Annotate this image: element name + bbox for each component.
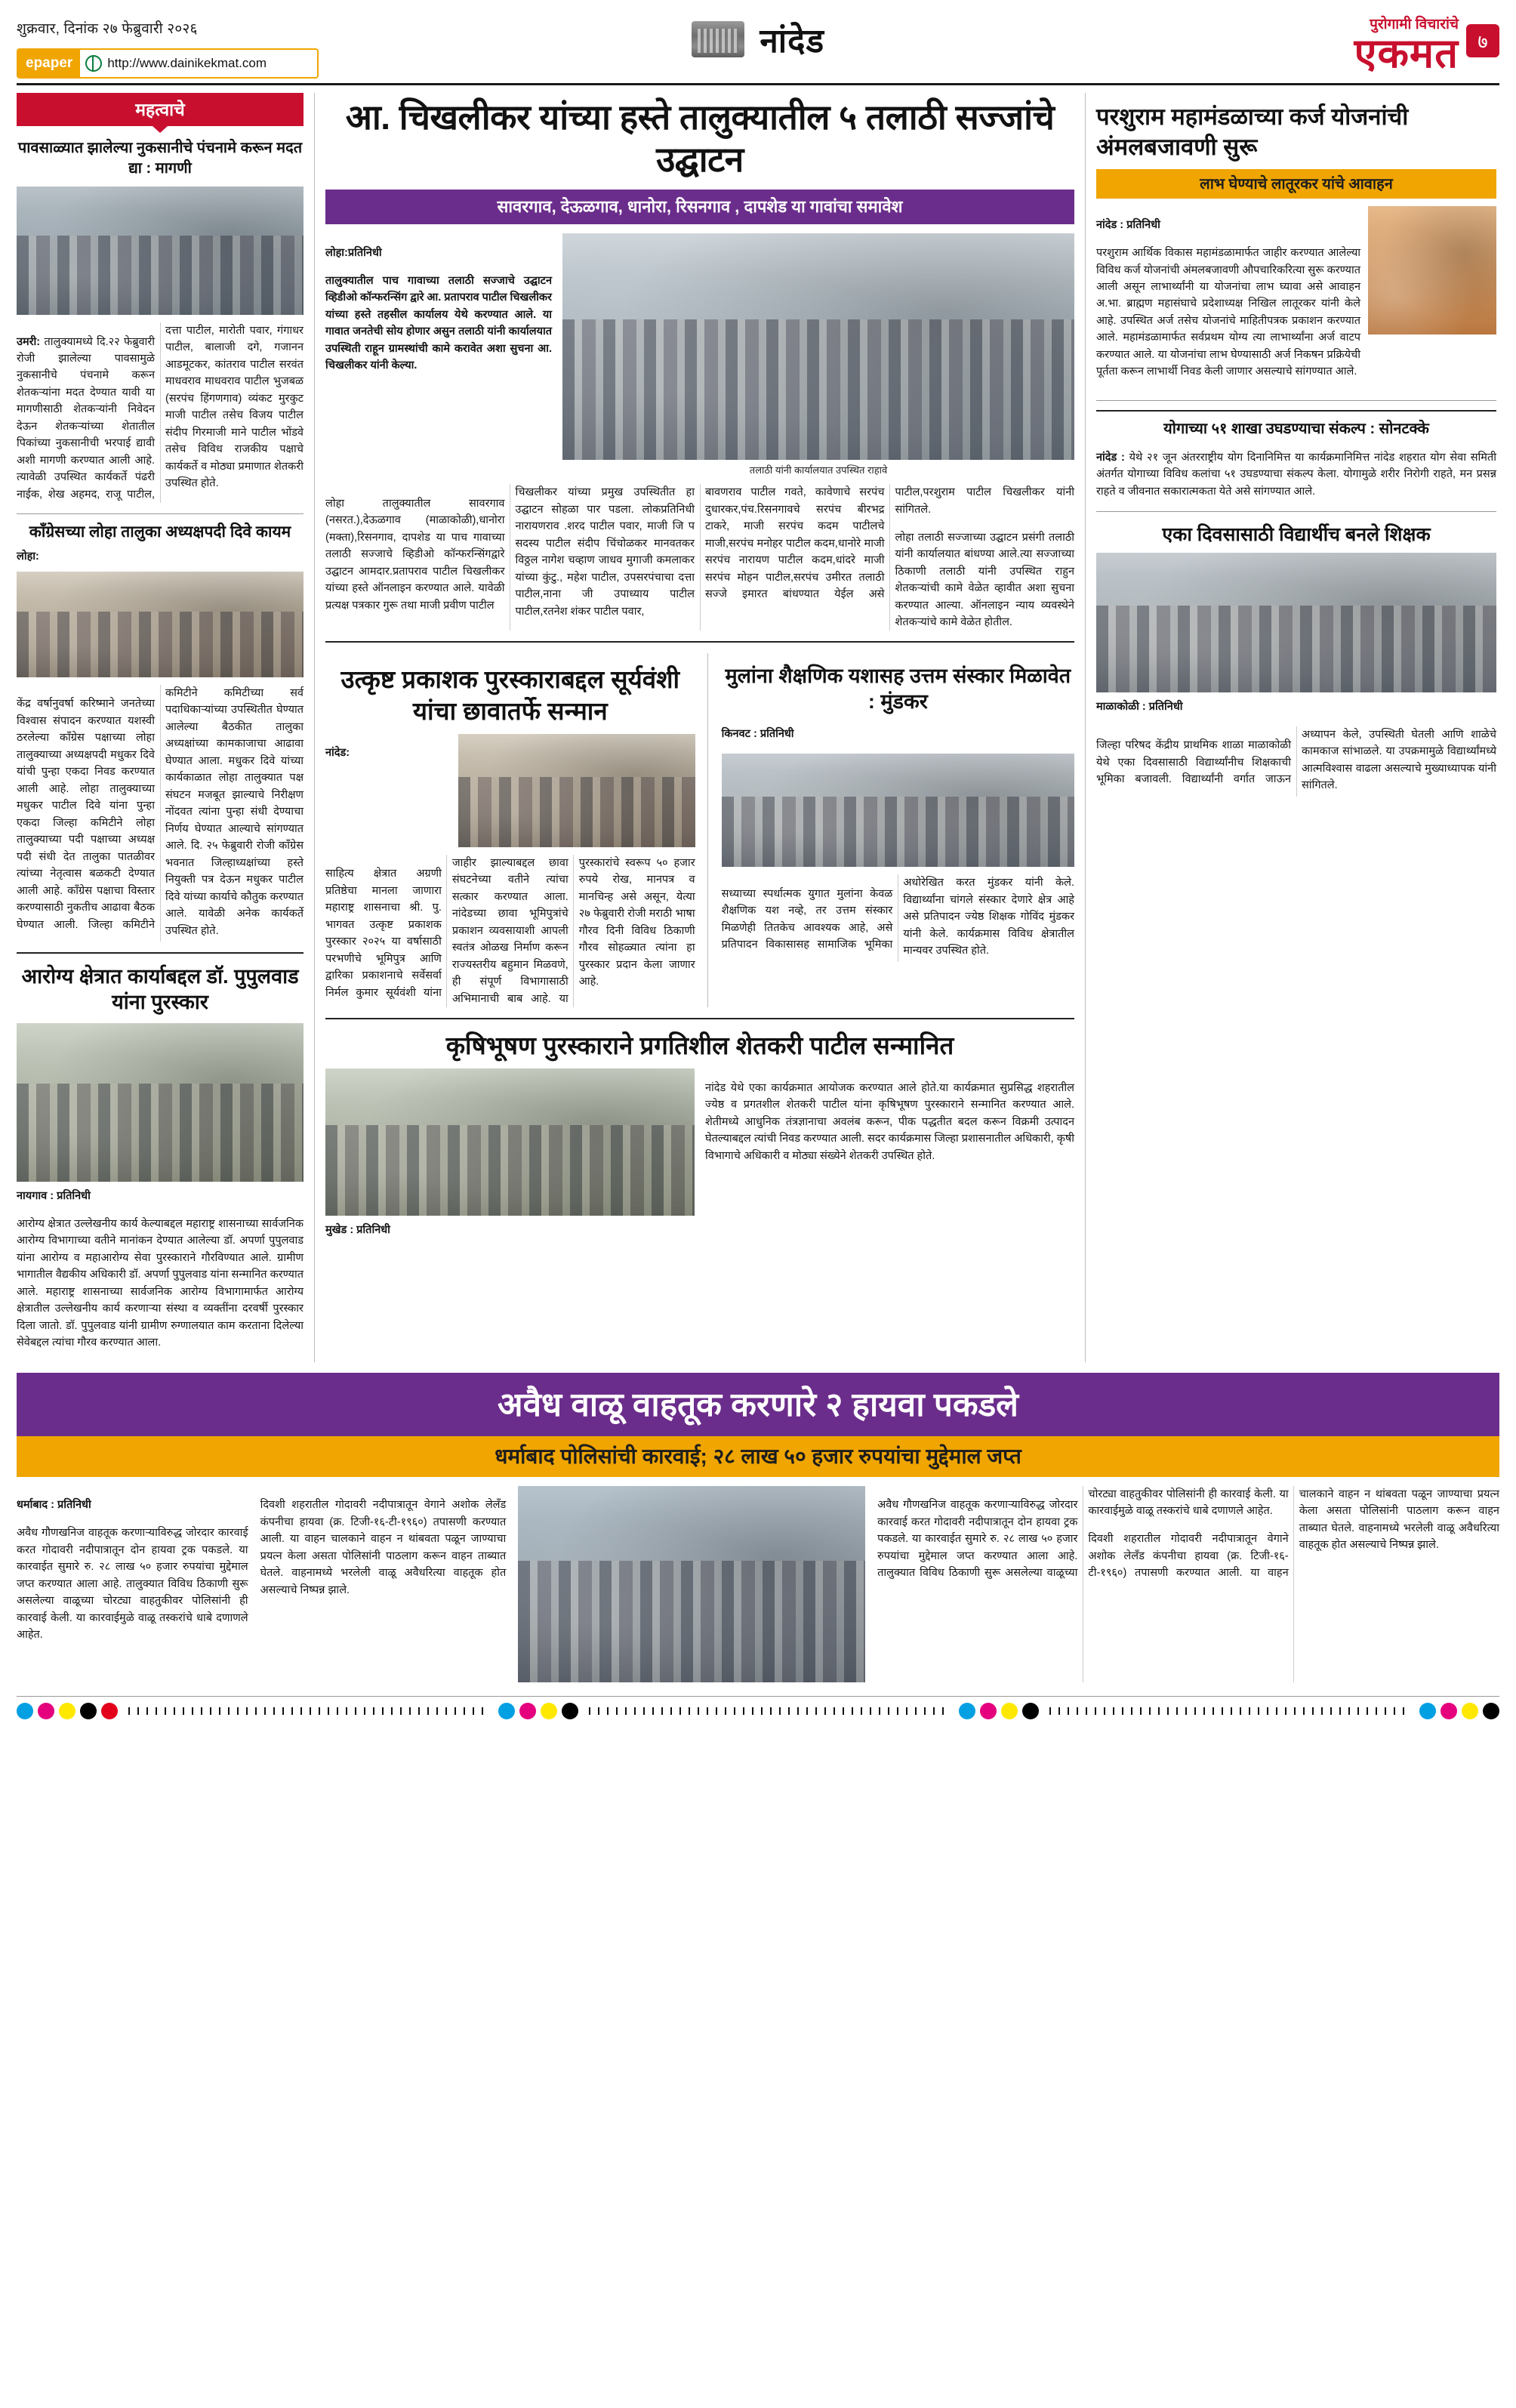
pupalwad-photo <box>17 1023 304 1182</box>
left-lead-byline: उमरी: <box>17 335 41 348</box>
students-teacher-body: जिल्हा परिषद केंद्रीय प्राथमिक शाळा माळाकोळी येथे एका दिवसासाठी विद्यार्थ्यांनीच शिक्षकाची भूमिका बजावली. विद्यार्थ्यांनी वर्गात जाऊन अध्यापन केले, उपस्थिती घेतली आणि शाळेचे कामकाज सांभाळले. या उपक्रमामुळे विद्यार्थ्यांमध्ये आत्मविश्वास वाढला असल्याचे मुख्याध्यापक यांनी सांगितले. <box>1096 728 1496 792</box>
colorbar-set-1 <box>17 1703 118 1719</box>
color-dot-yellow-2 <box>541 1703 557 1719</box>
sand-extra-cols <box>877 1486 1499 1682</box>
main-byline-line <box>325 245 552 261</box>
globe-icon <box>85 55 102 72</box>
color-dot-black-3 <box>1022 1703 1039 1719</box>
masthead-left <box>17 14 341 79</box>
section-label-important: महत्वाचे <box>17 93 304 126</box>
mundkar-story <box>722 653 1074 1007</box>
color-dot-magenta <box>38 1703 54 1719</box>
masthead <box>17 14 1499 85</box>
pupalwad-body: आरोग्य क्षेत्रात उल्लेखनीय कार्य केल्याबद्दल महाराष्ट्र शासनाच्या सार्वजनिक आरोग्य विभागाच्या वतीने मानांकन देण्यात आलेल्या डॉ. अपर्णा पुपुलवाड यांना आरोग्य व महाआरोग्य सेवा पुरस्काराने गौरविण्यात आले. ग्रामीण भागातील वैद्यकीय अधिकारी डॉ. अपर्णा पुपुलवाड यांना सन्मानित करण्यात आले. महाराष्ट्र शासनाच्या सार्वजनिक आरोग्य विभागामार्फत आरोग्य क्षेत्रातील उल्लेखनीय कार्य करणाऱ्या संस्था व व्यक्तींना दरवर्षी पुरस्कार दिला जातो. डॉ. पुपुलवाड यांनी ग्रामीण रुग्णालयात काम करताना दिलेल्या सेवेबद्दल त्यांचा गौरव करण्यात आला. <box>17 1217 304 1349</box>
mundkar-byline: किनवट : प्रतिनिधी <box>721 728 794 741</box>
main-story-photo-col <box>562 233 1074 476</box>
students-teacher-body-cols <box>1096 726 1496 797</box>
left-second-byline-line <box>17 548 304 565</box>
left-column <box>17 93 315 1362</box>
left-lead-body <box>17 322 304 503</box>
city-emblem-icon <box>692 21 744 57</box>
krushibhushan-byline-line <box>325 1222 695 1238</box>
brand-tagline: पुरोगामी विचारांचे <box>1370 17 1459 32</box>
right-byline-line <box>1096 217 1360 233</box>
right-sub-headline: लाभ घेण्याचे लातूरकर यांचे आवाहन <box>1096 169 1496 199</box>
surya-body: साहित्य क्षेत्रात अग्रणी प्रतिष्ठेचा मानला जाणारा महाराष्ट्र शासनाचा श्री. पु. भागवत उत्कृष्ट प्रकाशक पुरस्कार २०२५ या वर्षासाठी परभणीचे भूमिपुत्र आणि द्वारिका प्रकाशनाचे सर्वेसर्वा निर्मल कुमार सूर्यवंशी यांना जाहीर झाल्याबद्दल छावा संघटनेच्या वतीने त्यांचा सत्कार करण्यात आला. नांदेडच्या छावा भूमिपुत्रांचे प्रकाशन व्यवसायाशी आपली स्वतंत्र ओळख निर्माण करून राज्यस्तरीय बहुमान मिळवणे, ही संपूर्ण विभागासाठी अभिमानाची बाब आहे. या पुरस्कारांचे स्वरूप ५० हजार रुपये रोख, मानपत्र व मानचिन्ह असे असून, येत्या २७ फेब्रुवारी रोजी मराठी भाषा गौरव दिनी विविध ठिकाणी गौरव सोहळ्यात त्यांना हा पुरस्कार प्रदान केला जाणार आहे. <box>325 856 695 1005</box>
mundkar-photo <box>722 754 1074 867</box>
color-dot-cyan-2 <box>498 1703 515 1719</box>
sand-byline: धर्माबाद : प्रतिनिधी <box>17 1499 91 1512</box>
sand-body: अवैध गौणखनिज वाहतूक करणाऱ्याविरुद्ध जोरदार कारवाई करत गोदावरी नदीपात्रातून दोन हायवा ट्रक पकडले. या कारवाईत सुमारे रु. २८ लाख ५० हजार रुपयांचा मुद्देमाल जप्त करण्यात आला आहे. तालुक्यात विविध ठिकाणी सुरू असलेल्या वाळूच्या चोरट्या वाहतुकीवर पोलिसांनी ही कारवाई केली. या कारवाईमुळे वाळू तस्करांचे धाबे दणाणले आहेत. <box>17 1527 248 1642</box>
krushibhushan-story <box>325 1030 1074 1250</box>
color-dot-yellow-4 <box>1462 1703 1478 1719</box>
yoga-byline: नांदेड : <box>1096 451 1125 464</box>
colorbar-set-3 <box>959 1703 1039 1719</box>
main-body-col-3: बावणराव पाटील गवते, कावेणाचे सरपंच दुधारकर,पंच.रिसनगावचे सरपंच बीरभद्र टाकरे, माजी सरपंच कदम पाटीलचे माजी,सरपंच मनोहर पाटील कदम,धानोरे माजी सरपंच नारायण पाटील कदम,धांदरे माजी सरपंच मोहन पाटील,सरपंच उमीरत तलाठी सज्जे इमारत बांधण्यात येईल असे पाटील,परशुराम पाटील चिखलीकर यांनी सांगितले. <box>705 486 1074 601</box>
right-headline: परशुराम महामंडळाच्या कर्ज योजनांची अंमलबजावणी सुरू <box>1096 103 1409 161</box>
color-dot-magenta-4 <box>1441 1703 1457 1719</box>
page-number: ७ <box>1466 24 1499 57</box>
main-sub-banner: सावरगाव, देऊळगाव, धानोरा, रिसनगाव , दापशेड या गावांचा समावेश <box>325 190 1074 224</box>
colorbar-set-4 <box>1419 1703 1499 1719</box>
color-dot-cyan-3 <box>959 1703 975 1719</box>
sand-story <box>17 1373 1499 1682</box>
epaper-label: epaper <box>18 50 80 77</box>
right-body: परशुराम आर्थिक विकास महामंडळामार्फत जाहीर करण्यात आलेल्या विविध कर्ज योजनांची अंमलबजावणी औपचारिकरित्या सुरू करण्यात आली असून लाभार्थ्यांनी या योजनांचा लाभ घ्यावा असे आवाहन अ.भा. ब्राह्मण महासंघाचे प्रदेशाध्यक्ष निखिल लातूरकर यांनी केले आहे. उपस्थित अर्ज तसेच योजनांचे माहितीपत्रक प्रकाशन करण्यात आले. महामंडळामार्फत सर्वप्रथम योग्य त्या लाभार्थ्यांना अर्ज वाटप करण्यात आले. या योजनांचा लाभ घेण्यासाठी अर्ज निकषन प्रक्रियेची पूर्तता करून लाभार्थी निवड केली जाणार असल्याचे सांगण्यात आले. <box>1096 247 1360 378</box>
main-story-split <box>325 233 1074 476</box>
color-dot-yellow <box>59 1703 75 1719</box>
main-body-col-2: चिखलीकर यांच्या प्रमुख उपस्थितीत हा उद्घाटन सोहळा पार पडला. लोकप्रतिनिधी नारायणराव .शरद पाटील पवार, माजी जि प सदस्य पाटील संदीप चिंचोळकर मानवतकर विठ्ठल नागेश चव्हाण जाधव मुगाजी कमलाकर यांच्या कुंटु., महेश पाटील, उपसरपंचाचा दत्ता पाटील,नाना जी उपाध्याय पाटील पाटील,रतनेश शंकर पाटील पवार, <box>515 486 695 618</box>
students-teacher-byline-line <box>1096 698 1496 715</box>
brand-name: एकमत <box>1354 31 1459 76</box>
main-headline: आ. चिखलीकर यांच्या हस्ते तालुक्यातील ५ तलाठी सज्जांचे उद्घाटन <box>345 97 1055 180</box>
main-photo-caption: तलाठी यांनी कार्यालयात उपस्थित राहावे <box>749 464 888 476</box>
right-column <box>1085 93 1496 1362</box>
surya-headline: उत्कृष्ट प्रकाशक पुरस्काराबद्दल सूर्यवंशी यांचा छावातर्फे सन्मान <box>340 665 680 725</box>
main-byline: लोहा:प्रतिनिधी <box>325 246 382 259</box>
left-lead-body-block <box>17 322 304 503</box>
mundkar-byline-line <box>722 726 1074 742</box>
epaper-url[interactable]: http://www.dainikekmat.com <box>107 56 267 70</box>
edition-city: नांदेड <box>760 23 825 60</box>
right-byline: नांदेड : प्रतिनिधी <box>1096 219 1160 232</box>
left-second-body: केंद्र वर्षानुवर्षा करिष्माने जनतेच्या विश्वास संपादन करण्यात यशस्वी ठरलेल्या काँग्रेस पक्षाच्या लोहा तालुक्याच्या अध्यक्षपदी मधुकर दिवे यांची पुन्हा एकदा निवड करण्यात आली आहे. लोहा तालुक्याच्या मधुकर पाटील दिवे यांना पुन्हा एकदा जिल्हा कमिटीने लोहा तालुक्याच्या पदी पक्षाच्या अध्यक्ष पदी संधी देत तालुका पातळीवर त्यांच्या नेतृत्वास बळकटी देण्यात आली आहे. काँग्रेस पक्षाचा विस्तार करण्यासाठी नुकतीच आढावा बैठक घेण्यात आली. जिल्हा कमिटीने कमिटीने कमिटीच्या सर्व पदाधिकाऱ्यांच्या उपस्थितीत घेण्यात आलेल्या बैठकीत तालुका अध्यक्षांच्या कामकाजाचा आढावा घेण्यात आला. मधुकर दिवे यांच्या कार्यकाळात लोहा तालुक्यात पक्ष संघटन मजबूत झाल्याचे निरीक्षण नोंदवत त्यांना पुन्हा संधी देण्याचा निर्णय घेण्यात आल्याचे सांगण्यात आले. दि. २५ फेब्रुवारी रोजी काँग्रेस भवनात जिल्हाध्यक्षांच्या हस्ते नियुक्ती पत्र देऊन मधुकर पाटील दिवे यांच्या कार्याचे कौतुक करण्यात आले. यावेळी अनेक कार्यकर्ते उपस्थित होते. <box>17 686 304 937</box>
main-intro: तालुक्यातील पाच गावाच्या तलाठी सज्जाचे उद्घाटन व्हिडीओ कॉन्फरन्सिंग द्वारे आ. प्रतापराव पाटील चिखलीकर यांच्या हस्ते तहसील कार्यालय येथे करण्यात आले. या गावात जनतेची सोय होणार असुन तलाठी यांनी कार्यालयात उपस्थिती राहून ग्रामस्थांची कामे करावेत अशा सुचना आ. चिखलीकर यांनी केल्या. <box>325 274 552 372</box>
sand-headline: अवैध वाळू वाहतूक करणारे २ हायवा पकडले <box>17 1373 1499 1436</box>
sand-photo <box>518 1486 865 1682</box>
krushibhushan-photo <box>325 1068 695 1216</box>
color-dot-black-4 <box>1483 1703 1499 1719</box>
main-body-col-1: लोहा तालुक्यातील सावरगाव (नसरत.),देऊळगाव (माळाकोळी),धानोरा (मक्ता),रिसनगाव, दापशेड या पाच गावाच्या तलाठी सज्जाचे व्हिडीओ कॉन्फरन्सिंगद्वारे उद्घाटन आमदार.प्रतापराव पाटील चिखलीकर यांच्या हस्ते ऑनलाइन करण्यात आले. यावेळी प्रत्यक्ष पत्रकार गुरू तथा माजी प्रवीण पाटील <box>325 497 505 612</box>
color-dot-black-2 <box>562 1703 578 1719</box>
sand-sub-banner: धर्माबाद पोलिसांची कारवाई; २८ लाख ५० हजार रुपयांचा मुद्देमाल जप्त <box>17 1436 1499 1477</box>
yoga-byline-line <box>1096 449 1496 500</box>
publication-date: शुक्रवार, दिनांक २७ फेब्रुवारी २०२६ <box>17 21 198 37</box>
left-second-headline: काँग्रेसच्या लोहा तालुका अध्यक्षपदी दिवे कायम <box>17 513 304 542</box>
epaper-url-bar[interactable] <box>17 48 319 79</box>
right-portrait-photo <box>1368 206 1496 335</box>
surya-byline-lead <box>325 745 451 761</box>
color-dot-black <box>80 1703 97 1719</box>
surya-story <box>325 653 708 1007</box>
color-dot-cyan <box>17 1703 33 1719</box>
krushibhushan-headline: कृषिभूषण पुरस्काराने प्रगतिशील शेतकरी पाटील सन्मानित <box>445 1031 954 1060</box>
color-dot-cyan-4 <box>1419 1703 1436 1719</box>
main-body-col-4: लोहा तलाठी सज्जाच्या उद्घाटन प्रसंगी तलाठी यांनी कार्यालयात बांधण्या आले.त्या सज्जाच्या ठिकाणी तलाठी यांनी उपस्थित राहुन शेतकऱ्यांची कामे वेळेत व्हावीत अशा सुचना करण्यात आल्या. ऑनलाइन न्याय व्यवस्थेने शेतकऱ्यांचे कामे वेळेत होतील. <box>895 531 1074 628</box>
right-lead-block <box>1096 206 1496 392</box>
surya-photo <box>458 734 695 847</box>
pupalwad-byline: नायगाव : प्रतिनिधी <box>17 1189 91 1202</box>
sand-body-layout <box>17 1486 1499 1682</box>
color-dot-magenta-2 <box>519 1703 536 1719</box>
surya-body-cols <box>325 855 695 1007</box>
colorbar-set-2 <box>498 1703 578 1719</box>
mid-two-stories <box>325 653 1074 1007</box>
left-second-photo <box>17 572 304 677</box>
color-dot-magenta-3 <box>980 1703 997 1719</box>
pupalwad-byline-line <box>17 1188 304 1204</box>
students-teacher-byline: माळाकोळी : प्रतिनिधी <box>1096 700 1183 713</box>
students-teacher-photo <box>1096 553 1496 692</box>
yoga-body: येथे २१ जून अंतरराष्ट्रीय योग दिनानिमित्त या कार्यक्रमानिमित्त नांदेड शहरात योग सेवा समिती अंतर्गत योगाच्या विविध कलांचा ५१ उघडण्याचा संकल्प केला. योगामुळे शरीर निरोगी राहते, मन प्रसन्न राहते व जीवनात सकारात्मकता येते असे सांगण्यात आले. <box>1096 451 1497 498</box>
main-story-intro-col <box>325 233 552 476</box>
surya-byline: नांदेड: <box>325 747 350 760</box>
mundkar-body: सध्याच्या स्पर्धात्मक युगात मुलांना केवळ शैक्षणिक यश नव्हे, तर उत्तम संस्कार मिळणेही तितकेच आवश्यक आहे, असे प्रतिपादन विकासासह सामाजिक भूमिका अधोरेखित करत मुंडकर यांनी केले. विद्यार्थ्यांना चांगले संस्कार देणारे क्षेत्र आहे असे प्रतिपादन ज्येष्ठ शिक्षक गोविंद मुंडकर यांनी केले. कार्यक्रमास विविध क्षेत्रातील मान्यवर उपस्थित होते. <box>721 877 1074 957</box>
registration-ruler-2 <box>589 1707 948 1715</box>
color-dot-red <box>101 1703 118 1719</box>
sand-body-2: दिवशी शहरातील गोदावरी नदीपात्रातून वेगाने अशोक लेलँड कंपनीचा हायवा (क्र. टिजी-१६-टी-१९६०) तपासणी करण्यात आली. या वाहन चालकाने वाहन न थांबवता पळून जाण्याचा प्रयत्न केला असता पोलिसांनी पाठलाग करून वाहन ताब्यात घेतले. वाहनामध्ये भरलेली वाळू अवैधरित्या वाहतूक होत असल्याचे निष्पन्न झाले. <box>260 1499 507 1596</box>
pupalwad-headline: आरोग्य क्षेत्रात कार्याबद्दल डॉ. पुपुलवाड यांना पुरस्कार <box>21 965 299 1013</box>
left-lead-photo <box>17 187 304 315</box>
left-second-byline: लोहा: <box>17 550 39 563</box>
masthead-center <box>341 14 1175 62</box>
yoga-headline: योगाच्या ५१ शाखा उघडण्याचा संकल्प : सोनटक्के <box>1096 410 1496 438</box>
mundkar-headline: मुलांना शैक्षणिक यशासह उत्तम संस्कार मिळावेत : मुंडकर <box>725 664 1071 714</box>
left-lead-headline: पावसाळ्यात झालेल्या नुकसानीचे पंचनामे करून मदत द्या : मागणी <box>17 140 303 177</box>
masthead-right <box>1175 14 1499 76</box>
sand-extra-2: दिवशी शहरातील गोदावरी नदीपात्रातून वेगाने अशोक लेलँड कंपनीचा हायवा (क्र. टिजी-१६-टी-१९६०) तपासणी करण्यात आली. या वाहन चालकाने वाहन न थांबवता पळून जाण्याचा प्रयत्न केला असता पोलिसांनी पाठलाग करून वाहन ताब्यात घेतले. वाहनामध्ये भरलेली वाळू अवैधरित्या वाहतूक होत असल्याचे निष्पन्न झाले. <box>1088 1488 1499 1580</box>
brand-block <box>1354 14 1459 76</box>
registration-ruler-1 <box>128 1707 488 1715</box>
mundkar-body-cols <box>722 874 1074 962</box>
print-registration-marks <box>17 1696 1499 1721</box>
sand-extra-1: अवैध गौणखनिज वाहतूक करणाऱ्याविरुद्ध जोरदार कारवाई करत गोदावरी नदीपात्रातून दोन हायवा ट्रक पकडले. या कारवाईत सुमारे रु. २८ लाख ५० हजार रुपयांचा मुद्देमाल जप्त करण्यात आला आहे. तालुक्यात विविध ठिकाणी सुरू असलेल्या वाळूच्या चोरट्या वाहतुकीवर पोलिसांनी ही कारवाई केली. या कारवाईमुळे वाळू तस्करांचे धाबे दणाणले आहेत. <box>877 1488 1289 1580</box>
sand-byline-line <box>17 1497 248 1513</box>
krushibhushan-byline: मुखेड : प्रतिनिधी <box>325 1224 390 1237</box>
page-content <box>17 93 1499 1362</box>
main-body-columns <box>325 484 1074 631</box>
krushibhushan-body: नांदेड येथे एका कार्यक्रमात आयोजक करण्यात आले होते.या कार्यक्रमात सुप्रसिद्ध शहरातील ज्येष्ठ व प्रगतशील शेतकरी पाटील यांना कृषिभूषण पुरस्काराने सन्मानित करण्यात आले. शेतीमध्ये आधुनिक तंत्रज्ञानाचा अवलंब करून, पीक पद्धतीत बदल करून विक्रमी उत्पादन घेतल्याबद्दल त्यांची निवड करण्यात आली. सदर कार्यक्रमास जिल्हा प्रशासनातील अधिकारी, कृषी विभागाचे अधिकारी व मोठ्या संख्येने शेतकरी उपस्थित होते. <box>705 1081 1074 1162</box>
left-second-body-block <box>17 685 304 942</box>
students-teacher-headline: एका दिवसासाठी विद्यार्थीच बनले शिक्षक <box>1162 523 1431 545</box>
left-lead-text: तालुक्यामध्ये दि.२२ फेब्रुवारी रोजी झालेल्या पावसामुळे नुकसानीचे पंचनामे करून शेतकऱ्यांना मदत देण्यात यावी या मागणीसाठी शेतकऱ्यांनी निवेदन देऊन शेतकऱ्यांच्या शेतातील पिकांच्या नुकसानीची भरपाई द्यावी अशी मागणी करण्यात आली आहे. त्यावेळी उपस्थित कार्यकर्ते पंढरी नाईक, शेख अहमद, राजू पाटील, दत्ता पाटील, मारोती पवार, गंगाधर पाटील, बालाजी दगे, गजानन आडमूटकर, कांतराव पाटील सरवंत माधवराव माधवराव पाटील भुजबळ (सरपंच हिंगणगाव) व्यंकट मुरकुट माजी पाटील तसेच विजय पाटील संदीप गिरमाजी माने पाटील भोंडवे तसेच विविध राजकीय पक्षाचे कार्यकर्ते व मोठ्या प्रमाणात शेतकरी उपस्थित होते. <box>17 325 304 501</box>
color-dot-yellow-3 <box>1001 1703 1018 1719</box>
main-story-photo <box>562 233 1074 460</box>
middle-column <box>315 93 1085 1362</box>
registration-ruler-3 <box>1049 1707 1409 1715</box>
